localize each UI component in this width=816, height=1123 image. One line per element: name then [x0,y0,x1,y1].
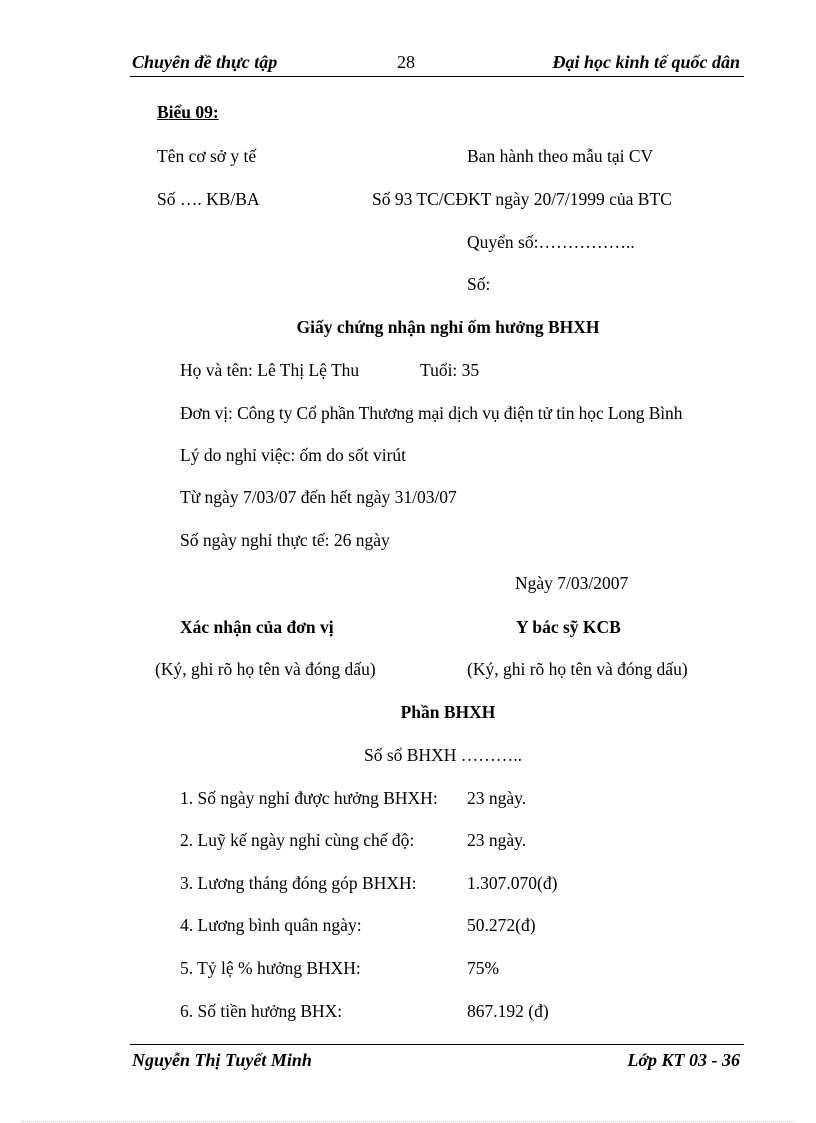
actual-days: Số ngày nghỉ thực tế: 26 ngày [180,530,390,550]
header-left: Chuyên đề thực tập [132,52,278,72]
patient-unit: Đơn vị: Công ty Cổ phần Thương mại dịch vụ điện tử tin học Long Bình [180,403,683,423]
patient-name: Họ và tên: Lê Thị Lệ Thu [180,360,360,380]
bhxh-item-value: 23 ngày. [467,788,527,808]
bhxh-section-title: Phần BHXH [400,702,496,722]
footer-rule [130,1044,744,1045]
doctor-title: Y bác sỹ KCB [516,617,621,637]
unit-confirmation-title: Xác nhận của đơn vị [180,617,334,637]
leave-reason: Lý do nghỉ việc: ốm do sốt virút [180,445,407,465]
number-label: Số: [467,274,491,294]
decree: Số 93 TC/CĐKT ngày 20/7/1999 của BTC [372,189,672,209]
header-rule [130,76,744,77]
bhxh-item-label: 2. Luỹ kế ngày nghỉ cùng chế độ: [180,830,415,850]
page-number: 28 [397,52,415,72]
page-bottom-dotted-line [22,1121,794,1122]
bhxh-item-value: 75% [467,958,500,978]
bhxh-item-value: 1.307.070(đ) [467,873,558,893]
issue-date: Ngày 7/03/2007 [515,573,629,593]
facility-label: Tên cơ sở y tế [157,146,257,166]
bhxh-item-label: 6. Số tiền hưởng BHX: [180,1001,343,1021]
bhxh-item-label: 5. Tỷ lệ % hưởng BHXH: [180,958,361,978]
document-title: Giấy chứng nhận nghỉ ốm hưởng BHXH [296,317,600,337]
record-no: Số …. KB/BA [157,189,260,209]
bhxh-book-no: Số sổ BHXH ……….. [364,745,523,765]
bhxh-item-label: 3. Lương tháng đóng góp BHXH: [180,873,417,893]
patient-age: Tuổi: 35 [420,360,480,380]
bhxh-item-label: 4. Lương bình quân ngày: [180,915,362,935]
footer-right: Lớp KT 03 - 36 [627,1050,740,1070]
form-code: Biểu 09: [157,102,219,122]
book-no: Quyển số:…………….. [467,232,635,252]
bhxh-item-value: 867.192 (đ) [467,1001,549,1021]
bhxh-item-value: 23 ngày. [467,830,527,850]
doctor-sign-note: (Ký, ghi rõ họ tên và đóng dấu) [467,659,688,679]
issued-by: Ban hành theo mẫu tại CV [467,146,654,166]
unit-sign-note: (Ký, ghi rõ họ tên và đóng dấu) [155,659,376,679]
bhxh-item-value: 50.272(đ) [467,915,536,935]
footer-left: Nguyễn Thị Tuyết Minh [132,1050,312,1070]
header-right: Đại học kinh tế quốc dân [552,52,740,72]
bhxh-item-label: 1. Số ngày nghỉ được hưởng BHXH: [180,788,438,808]
leave-period: Từ ngày 7/03/07 đến hết ngày 31/03/07 [180,487,457,507]
